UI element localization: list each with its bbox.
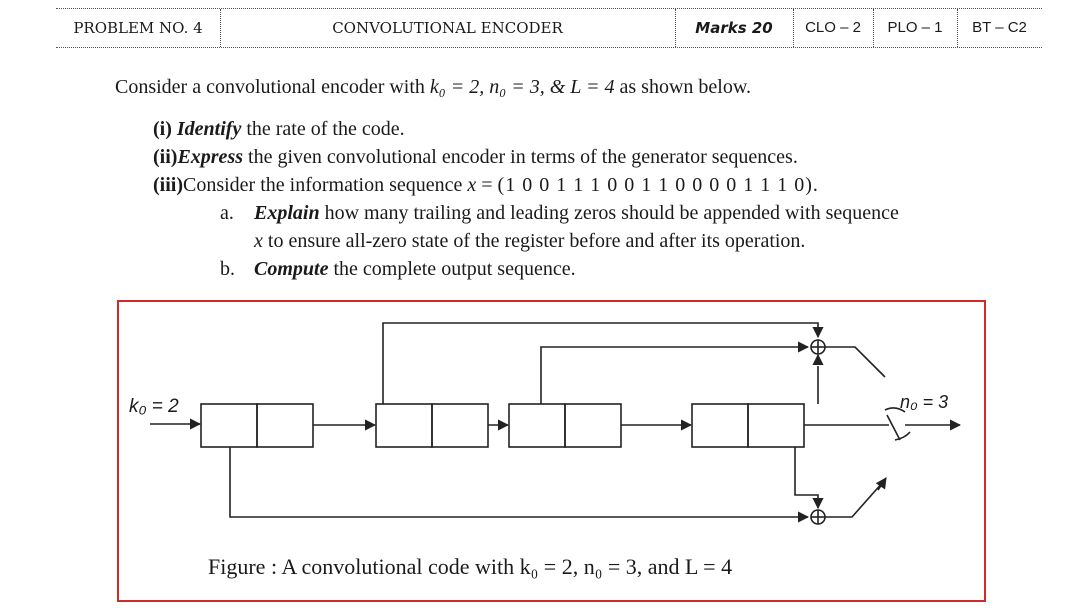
- qb-text: the complete output sequence.: [328, 258, 576, 280]
- tap-upper-2: [541, 347, 808, 404]
- information-sequence: (1 0 0 1 1 1 0 0 1 1 0 0 0 0 1 1 1 0).: [497, 174, 819, 196]
- output-line-3: [825, 482, 883, 517]
- qa-mark: a.: [220, 202, 234, 224]
- output-line-1: [825, 347, 885, 377]
- n0-label: n₀ = 3: [900, 392, 949, 412]
- q1-verb: Identify: [176, 118, 242, 140]
- register-stage-3: [509, 404, 621, 447]
- tap-lower-2: [795, 447, 818, 508]
- tap-lower-1: [230, 447, 808, 517]
- qa-text: how many trailing and leading zeros should be appended with sequence: [319, 202, 899, 224]
- commutator-switch: [887, 415, 900, 440]
- q2-text: the given convolutional encoder in terms of the generator sequences.: [243, 146, 798, 168]
- q3-var: x: [467, 174, 477, 196]
- q1-number: (i): [153, 118, 177, 140]
- clo-label: CLO – 2: [805, 19, 861, 36]
- register-stage-2: [376, 404, 488, 447]
- problem-number: PROBLEM NO. 4: [73, 19, 203, 37]
- q2-number: (ii): [153, 146, 178, 168]
- q2-verb: Express: [177, 146, 244, 168]
- qa-text-line2: to ensure all-zero state of the register before and after its operation.: [262, 230, 806, 252]
- q3-text: Consider the information sequence: [183, 174, 468, 196]
- q3-number: (iii): [153, 174, 183, 196]
- bt-label: BT – C2: [972, 19, 1027, 36]
- problem-title: CONVOLUTIONAL ENCODER: [332, 19, 563, 37]
- q1-text: the rate of the code.: [241, 118, 405, 140]
- qb-verb: Compute: [254, 258, 329, 280]
- intro-prefix: Consider a convolutional encoder with: [115, 76, 430, 98]
- register-stage-4: [692, 404, 804, 447]
- k0-label: k₀ = 2: [129, 396, 179, 417]
- figure-caption: Figure : A convolutional code with k₀ = 2, n₀ = 3, and L = 4: [208, 554, 733, 579]
- qb-mark: b.: [220, 258, 235, 280]
- q3-eq: =: [476, 174, 498, 196]
- qa-var: x: [254, 230, 263, 252]
- plo-label: PLO – 1: [887, 19, 943, 36]
- intro-params: k₀ = 2, n₀ = 3, & L = 4: [429, 76, 615, 98]
- tap-upper-1: [383, 323, 818, 404]
- intro-suffix: as shown below.: [614, 76, 751, 98]
- register-stage-1: [201, 404, 313, 447]
- qa-verb: Explain: [254, 202, 320, 224]
- marks-label: Marks 20: [695, 19, 773, 37]
